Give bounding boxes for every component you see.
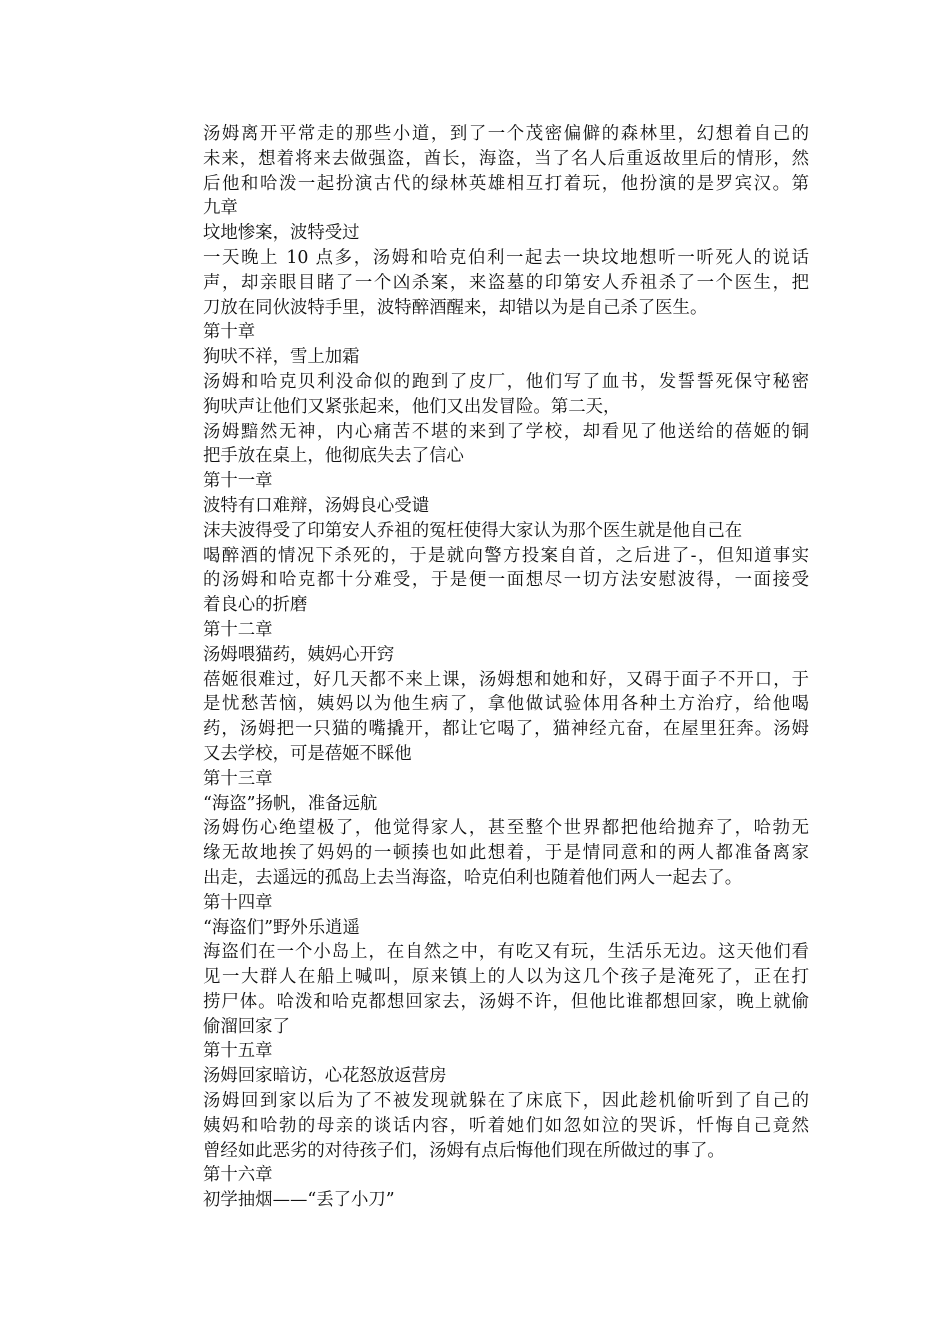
text-line: 汤姆回家暗访，心花怒放返营房: [203, 1066, 447, 1087]
text-line: 汤姆喂猫药，姨妈心开窍: [203, 644, 395, 665]
text-line: 把手放在桌上，他彻底失去了信心: [203, 446, 464, 467]
text-line: 又去学校，可是蓓姬不睬他: [203, 743, 412, 764]
text-line: 后他和哈泼一起扮演古代的绿林英雄相互打着玩，他扮演的是罗宾汉。第: [203, 173, 809, 194]
text-line: 的汤姆和哈克都十分难受，于是便一面想尽一切方法安慰波得，一面接受: [203, 570, 809, 591]
text-line: 刀放在同伙波特手里，波特醉酒醒来，却错以为是自己杀了医生。: [203, 297, 708, 318]
text-line: 声，却亲眼目睹了一个凶杀案，来盗墓的印第安人乔祖杀了一个医生，把: [203, 272, 809, 293]
text-line: 是忧愁苦恼，姨妈以为他生病了，拿他做试验体用各种土方治疗，给他喝: [203, 694, 809, 715]
text-line: 第十五章: [203, 1041, 273, 1062]
text-line: 第十一章: [203, 471, 273, 492]
text-line: 波特有口难辩，汤姆良心受谴: [203, 495, 430, 516]
text-line: 汤姆黯然无神，内心痛苦不堪的来到了学校，却看见了他送给的蓓姬的铜: [203, 421, 809, 442]
text-line: 偷溜回家了: [203, 1016, 290, 1037]
text-line: “海盗们”野外乐逍遥: [203, 917, 360, 938]
text-line: 未来，想着将来去做强盗，酋长，海盗，当了名人后重返故里后的情形，然: [203, 148, 809, 169]
text-line: 狗吠不祥，雪上加霜: [203, 347, 360, 368]
text-line: 狗吠声让他们又紧张起来，他们又出发冒险。第二天，: [203, 396, 621, 417]
text-line: 蓓姬很难过，好几天都不来上课，汤姆想和她和好，又碍于面子不开口，于: [203, 669, 809, 690]
text-line: 一天晚上 10 点多，汤姆和哈克伯利一起去一块坟地想听一听死人的说话: [203, 247, 809, 268]
text-line: 着良心的折磨: [203, 595, 308, 616]
text-line: 初学抽烟——“丢了小刀”: [203, 1190, 395, 1211]
text-line: 汤姆和哈克贝利没命似的跑到了皮厂，他们写了血书，发誓誓死保守秘密: [203, 371, 809, 392]
text-line: 缘无故地挨了妈妈的一顿揍也如此想着，于是情同意和的两人都准备离家: [203, 843, 809, 864]
text-line: 曾经如此恶劣的对待孩子们，汤姆有点后悔他们现在所做过的事了。: [203, 1140, 725, 1161]
text-line: 汤姆离开平常走的那些小道，到了一个茂密偏僻的森林里，幻想着自己的: [203, 124, 809, 144]
text-line: 出走，去遥远的孤岛上去当海盗，哈克伯利也随着他们两人一起去了。: [203, 867, 743, 888]
text-line: 第十二章: [203, 619, 273, 640]
text-line: 沫夫波得受了印第安人乔祖的冤枉使得大家认为那个医生就是他自己在: [203, 520, 743, 541]
text-line: 第十四章: [203, 892, 273, 913]
text-line: 九章: [203, 198, 238, 219]
text-line: 喝醉酒的情况下杀死的，于是就向警方投案自首，之后进了-，但知道事实: [203, 545, 809, 566]
text-line: 汤姆伤心绝望极了，他觉得家人，甚至整个世界都把他给抛弃了，哈勃无: [203, 818, 809, 839]
text-line: “海盗”扬帆，准备远航: [203, 793, 378, 814]
text-line: 捞尸体。哈泼和哈克都想回家去，汤姆不许，但他比谁都想回家，晚上就偷: [203, 991, 809, 1012]
text-line: 汤姆回到家以后为了不被发现就躲在了床底下，因此趁机偷听到了自己的: [203, 1091, 809, 1112]
text-line: 药，汤姆把一只猫的嘴撬开，都让它喝了，猫神经亢奋，在屋里狂奔。汤姆: [203, 719, 809, 740]
text-line: 海盗们在一个小岛上，在自然之中，有吃又有玩，生活乐无边。这天他们看: [203, 942, 809, 963]
text-line: 第十六章: [203, 1165, 273, 1186]
text-line: 第十章: [203, 322, 256, 343]
document-body: [203, 122, 809, 1213]
text-line: 第十三章: [203, 768, 273, 789]
text-line: 见一大群人在船上喊叫，原来镇上的人以为这几个孩子是淹死了，正在打: [203, 967, 809, 988]
text-line: 坟地惨案，波特受过: [203, 223, 360, 244]
text-line: 姨妈和哈勃的母亲的谈话内容，听着她们如忽如泣的哭诉，忏悔自己竟然: [203, 1115, 809, 1136]
